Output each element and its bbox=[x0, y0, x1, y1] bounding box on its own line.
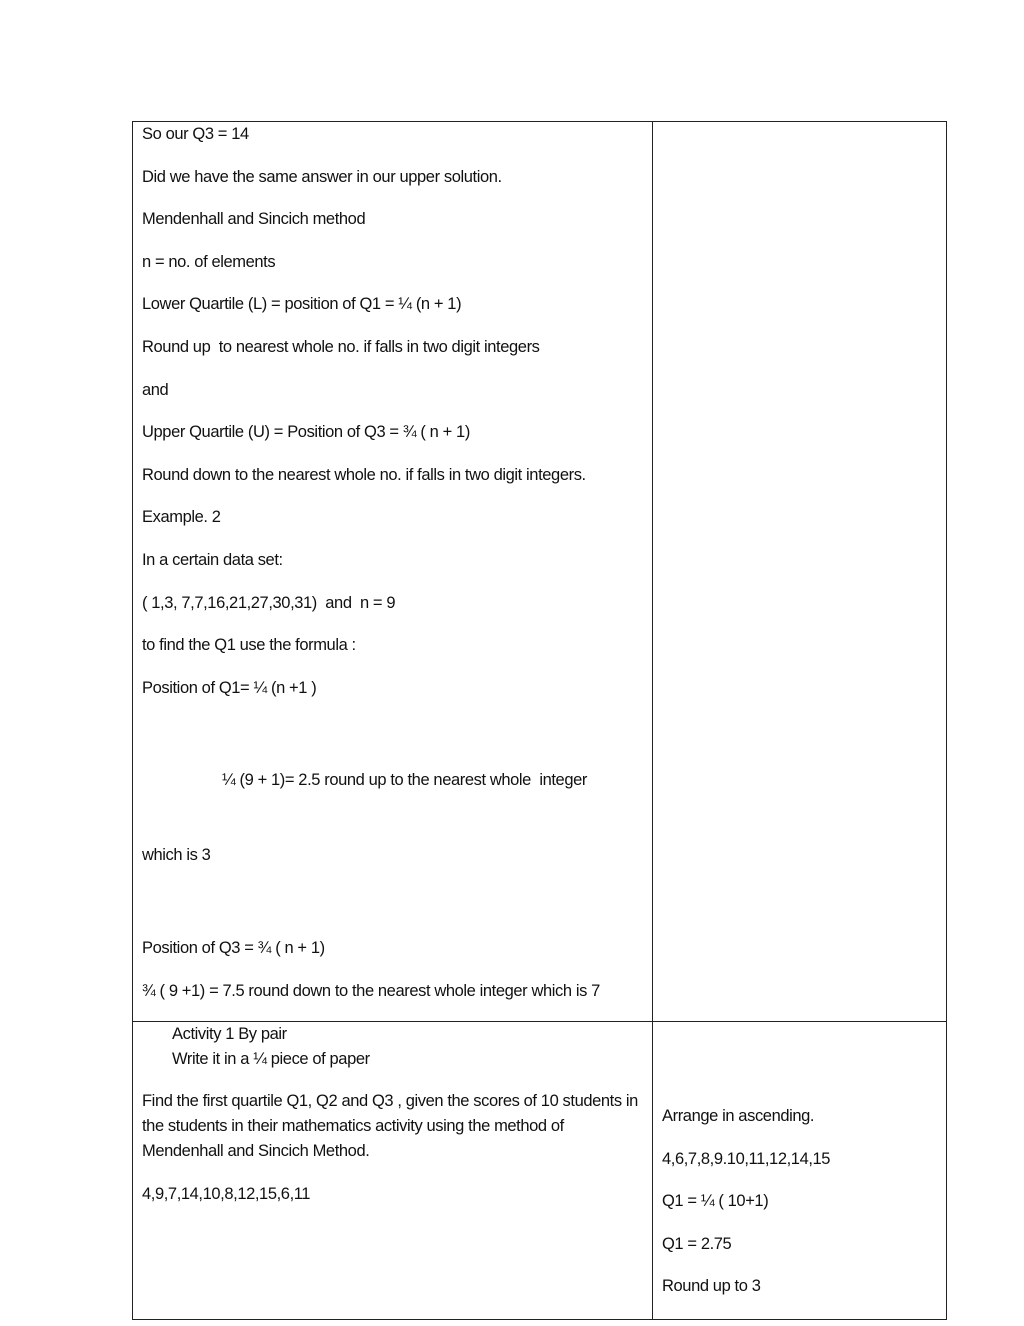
solution-line: Q1 = 2.75 bbox=[662, 1234, 732, 1253]
document-table bbox=[132, 121, 947, 1320]
solution-line: 4,6,7,8,9.10,11,12,14,15 bbox=[662, 1149, 831, 1168]
text-line: Round up to nearest whole no. if falls in two digit integers bbox=[142, 337, 540, 356]
solution-cell bbox=[653, 1022, 947, 1320]
table-row bbox=[133, 1022, 947, 1320]
q1-calculation bbox=[142, 718, 644, 918]
solution-line: Arrange in ascending. bbox=[662, 1107, 815, 1126]
q1-position-formula: Position of Q1= ¼ (n +1 ) bbox=[142, 678, 317, 697]
explanation-cell bbox=[133, 122, 653, 1022]
text-line: to find the Q1 use the formula : bbox=[142, 636, 356, 655]
q3-calculation: ¾ ( 9 +1) = 7.5 round down to the nearest whole integer which is 7 bbox=[142, 981, 600, 1000]
text-line: Round down to the nearest whole no. if falls in two digit integers. bbox=[142, 465, 586, 484]
activity-scores: 4,9,7,14,10,8,12,15,6,11 bbox=[142, 1184, 311, 1203]
q3-position-formula: Position of Q3 = ¾ ( n + 1) bbox=[142, 938, 325, 957]
example-heading: Example. 2 bbox=[142, 508, 221, 527]
text-line: In a certain data set: bbox=[142, 550, 283, 569]
text-line: So our Q3 = 14 bbox=[142, 125, 249, 143]
activity-header bbox=[142, 1022, 644, 1072]
empty-cell bbox=[653, 122, 947, 1022]
text-line: and bbox=[142, 380, 169, 399]
activity-task: Find the first quartile Q1, Q2 and Q3 , given the scores of 10 students in the students in their mathematics activity using the method of Mendenhall and Sincich Method. bbox=[142, 1092, 643, 1161]
data-set: ( 1,3, 7,7,16,21,27,30,31) and n = 9 bbox=[142, 593, 396, 612]
text-line: Did we have the same answer in our upper solution. bbox=[142, 167, 502, 186]
activity-title: Activity 1 By pair bbox=[172, 1025, 287, 1044]
activity-cell bbox=[133, 1022, 653, 1320]
q1-calc-line-1: ¼ (9 + 1)= 2.5 round up to the nearest whole integer bbox=[222, 771, 587, 790]
text-line: n = no. of elements bbox=[142, 252, 276, 271]
solution-line: Q1 = ¼ ( 10+1) bbox=[662, 1192, 769, 1211]
solution-line: Round up to 3 bbox=[662, 1277, 761, 1296]
activity-instruction: Write it in a ¼ piece of paper bbox=[172, 1050, 370, 1069]
upper-quartile-formula: Upper Quartile (U) = Position of Q3 = ¾ ( n + 1) bbox=[142, 423, 470, 442]
table-row bbox=[133, 122, 947, 1022]
lower-quartile-formula: Lower Quartile (L) = position of Q1 = ¼ (n + 1) bbox=[142, 295, 462, 314]
q1-calc-line-2: which is 3 bbox=[142, 846, 211, 865]
method-title: Mendenhall and Sincich method bbox=[142, 210, 366, 229]
